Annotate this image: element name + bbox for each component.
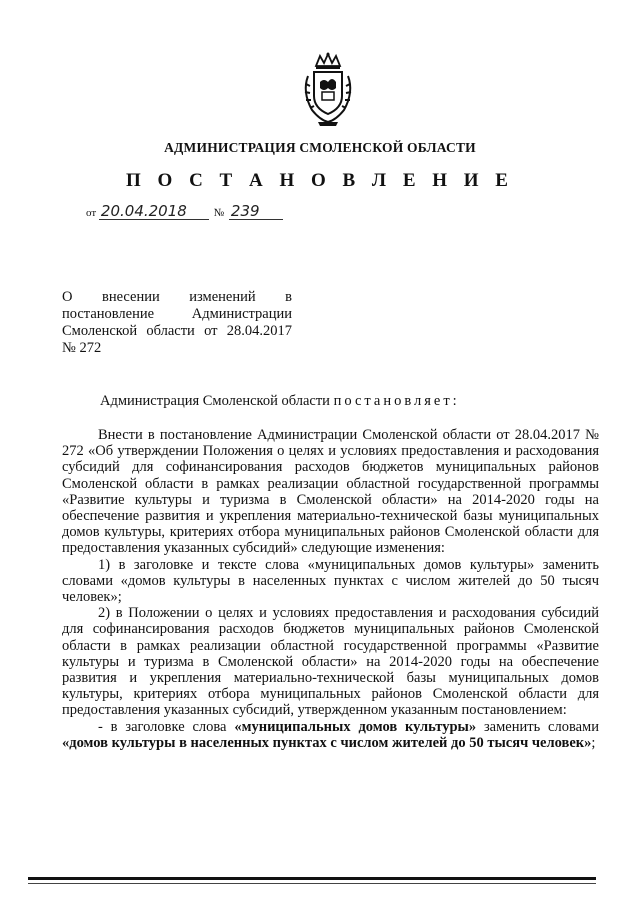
footer-rule-thin bbox=[28, 883, 596, 884]
organization-name: АДМИНИСТРАЦИЯ СМОЛЕНСКОЙ ОБЛАСТИ bbox=[164, 140, 476, 155]
subject-line: № 272 bbox=[62, 340, 102, 356]
body-paragraph: 2) в Положении о целях и условиях предоставления и расходования субсидий для софинансирования расходов бюджетов муниципальных районов Смоленской области в рамках реализации областной государственной программы «Развитие культуры и туризма в Смоленской области» на 2014-2020 годы на обеспечение развития и укрепления материально-технической базы муниципальных домов культуры, критериях отбора муниципальных районов Смоленской области для предоставления указанных субсидий, утвержденном указанным постановлением: bbox=[62, 605, 599, 719]
date-prefix: от bbox=[86, 207, 97, 219]
p4-end: ; bbox=[591, 734, 596, 751]
document-body bbox=[62, 427, 599, 751]
number-prefix: № bbox=[213, 207, 225, 219]
p4-bold-new: «домов культуры в населенных пунктах с числом жителей до 50 тысяч человек» bbox=[62, 734, 592, 751]
subject-line: постановление Администрации bbox=[62, 306, 292, 322]
body-paragraph: 1) в заголовке и тексте слова «муниципальных домов культуры» заменить словами «домов культуры в населенных пунктах с числом жителей до 50 тысяч человек»; bbox=[62, 556, 599, 606]
handwritten-date: 20.04.2018 bbox=[99, 204, 209, 220]
subject-line: Смоленской области от 28.04.2017 bbox=[62, 323, 292, 339]
date-number-line bbox=[86, 204, 283, 220]
handwritten-number: 239 bbox=[229, 204, 283, 220]
resolution-lead bbox=[100, 393, 460, 410]
lead-spaced-word: постановляет: bbox=[333, 393, 460, 409]
p4-start: - в заголовке слова bbox=[98, 718, 235, 735]
body-paragraph: Внести в постановление Администрации Смоленской области от 28.04.2017 № 272 «Об утверждении Положения о целях и условиях предоставления и расходования субсидий для софинансирования расходов бюджетов муниципальных районов Смоленской области в рамках реализации областной государственной программы «Развитие культуры и туризма в Смоленской области» на 2014-2020 годы на обеспечение развития и укрепления материально-технической базы муниципальных домов культуры, критериях отбора муниципальных районов Смоленской области для предоставления указанных субсидий» следующие изменения: bbox=[62, 427, 599, 557]
footer-rule bbox=[28, 877, 596, 880]
document-subject bbox=[62, 289, 292, 357]
document-title: П О С Т А Н О В Л Е Н И Е bbox=[126, 170, 514, 191]
lead-text: Администрация Смоленской области bbox=[100, 393, 330, 409]
coat-of-arms-icon bbox=[296, 52, 360, 128]
body-paragraph bbox=[62, 719, 599, 751]
subject-line: О внесении изменений в bbox=[62, 289, 292, 305]
p4-mid: заменить словами bbox=[476, 718, 599, 735]
p4-bold-old: «муниципальных домов культуры» bbox=[234, 718, 477, 735]
